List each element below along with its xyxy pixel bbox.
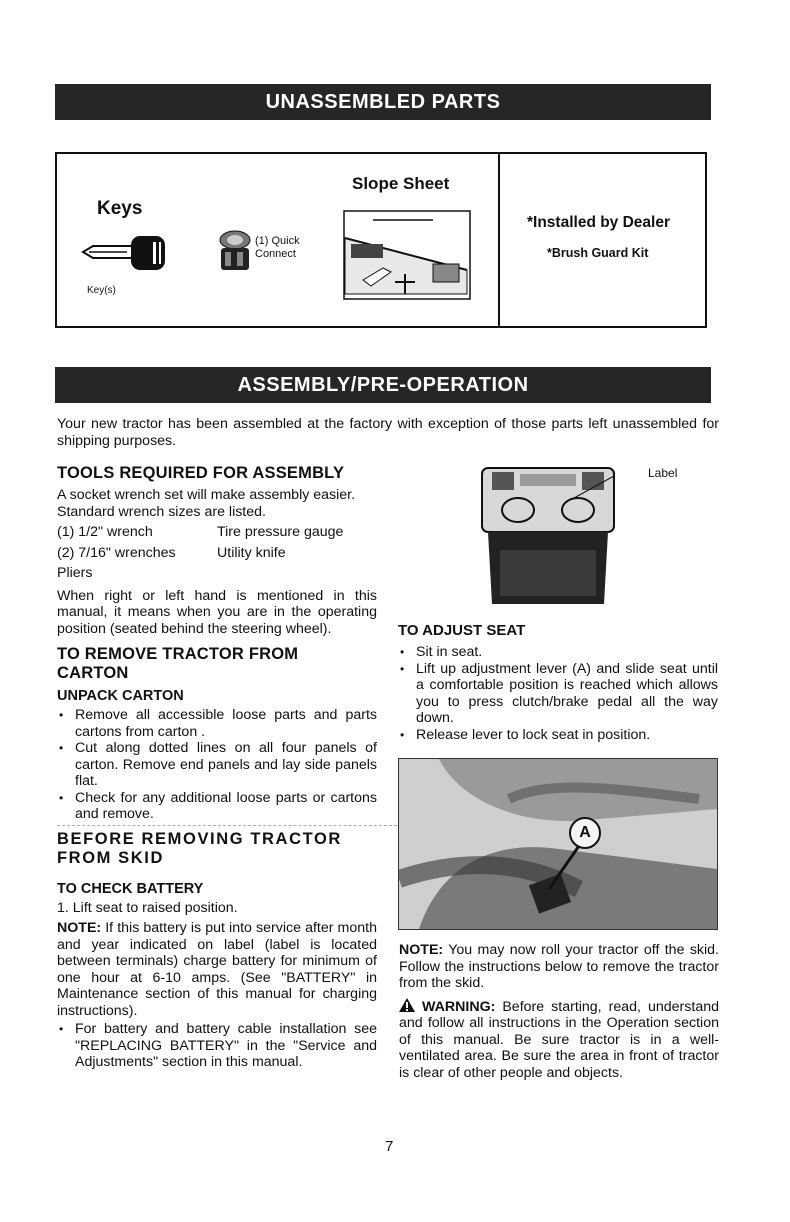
slope-sheet-illustration xyxy=(343,210,471,300)
seat-steps xyxy=(398,644,718,743)
seat-lever-callout-a: A xyxy=(569,817,601,849)
warning-paragraph xyxy=(399,998,719,1082)
list-item: • Cut along dotted lines on all four panels of carton. Remove end panels and lay side panels flat. xyxy=(57,740,377,790)
intro-paragraph: Your new tractor has been assembled at the factory with exception of those parts left unassembled for shipping purposes. xyxy=(57,416,719,449)
check-battery-heading: TO CHECK BATTERY xyxy=(57,880,204,897)
battery-note-label: NOTE: xyxy=(57,920,102,936)
adjust-seat-heading: TO ADJUST SEAT xyxy=(398,622,526,639)
section-rule xyxy=(57,825,397,826)
tools-list xyxy=(57,524,377,582)
list-item: • Check for any additional loose parts or cartons and remove. xyxy=(57,790,377,823)
hand-note: When right or left hand is mentioned in this manual, it means when you are in the operating position (seated behind the steering wheel). xyxy=(57,587,377,637)
unpack-steps xyxy=(57,707,377,823)
tool-item: Utility knife xyxy=(217,544,286,561)
list-item: • For battery and battery cable installation see "REPLACING BATTERY" in the "Service and Adjustments" section in this manual. xyxy=(57,1021,377,1071)
skid-note xyxy=(399,942,719,992)
right-notes xyxy=(399,942,719,1081)
warning-text: Before starting, read, understand and follow all instructions in the Operation section of this manual. Be sure tractor is in a well-ventilated area. Be sure the area in front of tractor is clear of other people and objects. xyxy=(399,998,719,1081)
keys-title: Keys xyxy=(97,198,143,219)
battery-label-callout: Label xyxy=(648,466,678,480)
warning-label: WARNING: xyxy=(422,998,496,1015)
tools-intro: A socket wrench set will make assembly easier. Standard wrench sizes are listed. xyxy=(57,487,356,520)
quick-connect-icon xyxy=(217,228,253,276)
tool-item: (2) 7/16" wrenches xyxy=(57,544,176,561)
brush-guard-kit: *Brush Guard Kit xyxy=(547,246,649,260)
warning-triangle-icon xyxy=(399,998,415,1012)
list-item: • Release lever to lock seat in position. xyxy=(398,727,718,744)
battery-note xyxy=(57,920,377,1019)
assembly-banner xyxy=(55,367,711,403)
quick-connect-line2: Connect xyxy=(255,248,296,260)
key-caption: Key(s) xyxy=(87,285,116,296)
installed-by-dealer: *Installed by Dealer xyxy=(527,214,671,231)
list-item: • Remove all accessible loose parts and parts cartons from carton . xyxy=(57,707,377,740)
key-icon xyxy=(79,230,169,274)
tools-heading: TOOLS REQUIRED FOR ASSEMBLY xyxy=(57,464,345,482)
battery-step-1: 1. Lift seat to raised position. xyxy=(57,899,238,916)
battery-bullets xyxy=(57,1021,377,1071)
parts-box-divider xyxy=(498,154,500,326)
tools-row xyxy=(57,565,377,582)
assembly-title: ASSEMBLY/PRE-OPERATION xyxy=(237,374,529,396)
tool-item: (1) 1/2" wrench xyxy=(57,524,153,540)
unpack-carton-heading: UNPACK CARTON xyxy=(57,688,184,704)
tool-item: Tire pressure gauge xyxy=(217,524,344,540)
unassembled-parts-title: UNASSEMBLED PARTS xyxy=(265,91,501,113)
list-item: • Lift up adjustment lever (A) and slide seat until a comfortable position is reached which allows you to press clutch/brake pedal all the way down. xyxy=(398,661,718,727)
before-removing-heading: BEFORE REMOVING TRACTOR FROM SKID xyxy=(57,829,342,867)
right-column xyxy=(398,622,718,743)
seat-lever-photo xyxy=(398,758,718,930)
tools-row xyxy=(57,524,377,541)
battery-illustration xyxy=(478,464,618,610)
quick-connect-line1: (1) Quick xyxy=(255,235,300,247)
slope-sheet-title: Slope Sheet xyxy=(352,174,450,193)
unassembled-parts-banner xyxy=(55,84,711,120)
unassembled-parts-box xyxy=(55,152,707,328)
skid-note-label: NOTE: xyxy=(399,942,444,958)
tools-row xyxy=(57,545,377,562)
page-number: 7 xyxy=(385,1138,394,1155)
battery-note-text: If this battery is put into service after month and year indicated on label (label is located between terminals) charge battery for minimum of one hour at 6-10 amps. (See "BATTERY" in Maintenance section of this manual for charging instructions). xyxy=(57,920,377,1019)
tool-item: Pliers xyxy=(57,565,93,581)
left-column xyxy=(57,464,377,1071)
quick-connect-label xyxy=(255,235,300,261)
remove-from-carton-heading: TO REMOVE TRACTOR FROM CARTON xyxy=(57,645,299,682)
skid-note-text: You may now roll your tractor off the skid. Follow the instructions below to remove the tractor from the skid. xyxy=(399,942,719,991)
list-item: • Sit in seat. xyxy=(398,644,718,661)
